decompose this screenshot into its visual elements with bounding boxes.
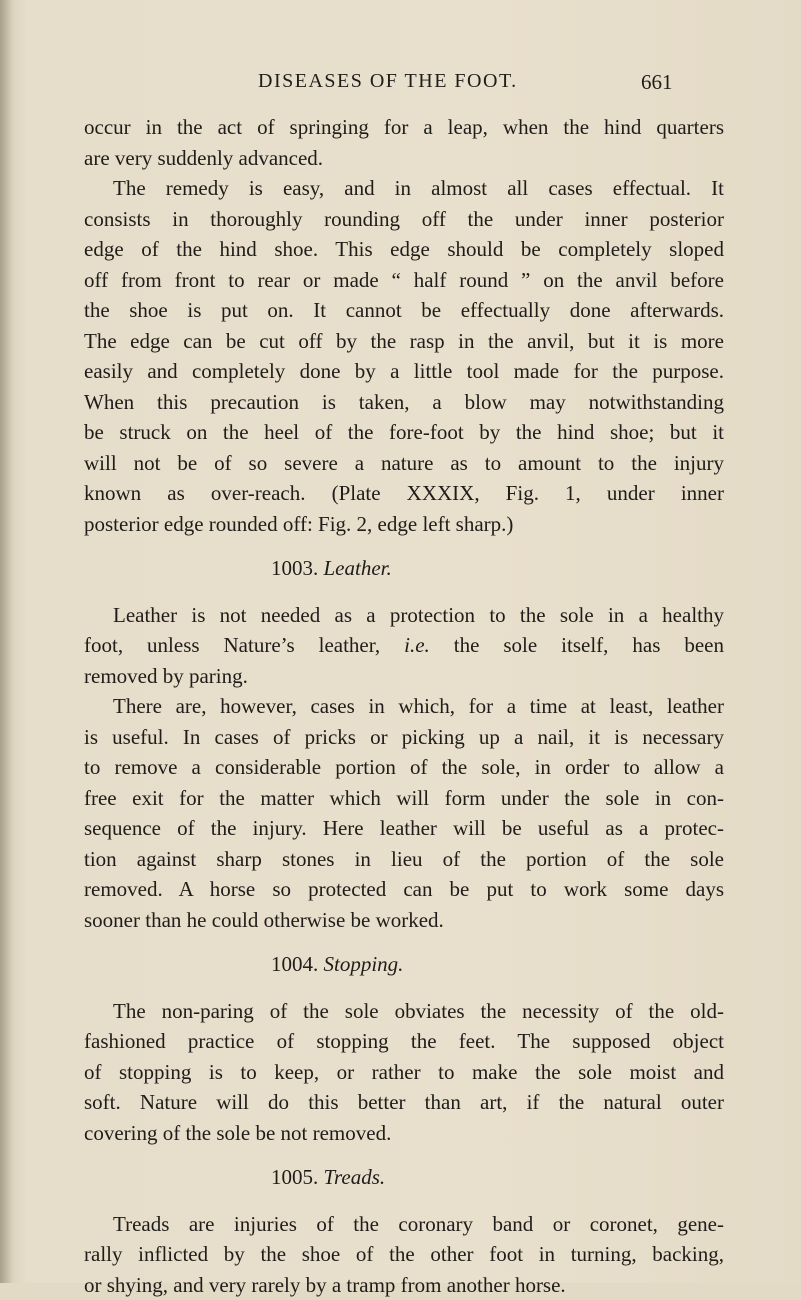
text-line: be struck on the heel of the fore-foot by the hind shoe; but it	[84, 417, 724, 448]
text-line: will not be of so severe a nature as to amount to the injury	[84, 448, 724, 479]
page-number: 661	[641, 70, 673, 95]
binding-gutter-shadow	[0, 0, 14, 1283]
text-line: covering of the sole be not removed.	[84, 1118, 724, 1149]
running-title: DISEASES OF THE FOOT.	[258, 70, 518, 93]
text-line: to remove a considerable portion of the sole, in order to allow a	[84, 752, 724, 783]
text-line: The non-paring of the sole obviates the necessity of the old-	[84, 996, 724, 1027]
running-head	[0, 70, 801, 100]
section-heading-1003	[84, 553, 724, 584]
text-line: off from front to rear or made “ half round ” on the anvil before	[84, 265, 724, 296]
text-line: soft. Nature will do this better than art, if the natural outer	[84, 1087, 724, 1118]
section-heading-1004	[84, 949, 724, 980]
text-line: fashioned practice of stopping the feet. The supposed object	[84, 1026, 724, 1057]
section-title: Leather.	[324, 556, 392, 580]
text-line: the shoe is put on. It cannot be effectually done afterwards.	[84, 295, 724, 326]
text-line	[84, 630, 724, 661]
text-line: There are, however, cases in which, for a time at least, leather	[84, 691, 724, 722]
section-title: Treads.	[324, 1165, 386, 1189]
text-line: posterior edge rounded off: Fig. 2, edge left sharp.)	[84, 509, 724, 540]
text-line: sequence of the injury. Here leather will be useful as a protec-	[84, 813, 724, 844]
text-line: free exit for the matter which will form under the sole in con-	[84, 783, 724, 814]
section-title: Stopping.	[324, 952, 404, 976]
text-line: are very suddenly advanced.	[84, 143, 724, 174]
text-line: of stopping is to keep, or rather to make the sole moist and	[84, 1057, 724, 1088]
text-line: The edge can be cut off by the rasp in the anvil, but it is more	[84, 326, 724, 357]
text-line: tion against sharp stones in lieu of the portion of the sole	[84, 844, 724, 875]
text-line: Treads are injuries of the coronary band or coronet, gene-	[84, 1209, 724, 1240]
text-line: easily and completely done by a little tool made for the purpose.	[84, 356, 724, 387]
text-line: consists in thoroughly rounding off the under inner posterior	[84, 204, 724, 235]
section-heading-1005	[84, 1162, 724, 1193]
text-line: occur in the act of springing for a leap, when the hind quarters	[84, 112, 724, 143]
text-line: rally inflicted by the shoe of the other foot in turning, backing,	[84, 1239, 724, 1270]
text-line: Leather is not needed as a protection to the sole in a healthy	[84, 600, 724, 631]
text-line: removed. A horse so protected can be put to work some days	[84, 874, 724, 905]
text-line: is useful. In cases of pricks or picking up a nail, it is necessary	[84, 722, 724, 753]
text-line: removed by paring.	[84, 661, 724, 692]
text-line: edge of the hind shoe. This edge should be completely sloped	[84, 234, 724, 265]
section-number: 1003.	[271, 556, 318, 580]
italic-abbreviation: i.e.	[404, 633, 430, 657]
text-line: The remedy is easy, and in almost all cases effectual. It	[84, 173, 724, 204]
text-line: or shying, and very rarely by a tramp from another horse.	[84, 1270, 724, 1300]
text-fragment: the sole itself, has been	[430, 633, 724, 657]
text-line: When this precaution is taken, a blow may notwithstanding	[84, 387, 724, 418]
section-number: 1004.	[271, 952, 318, 976]
section-number: 1005.	[271, 1165, 318, 1189]
text-line: sooner than he could otherwise be worked.	[84, 905, 724, 936]
text-fragment: foot, unless Nature’s leather,	[84, 633, 404, 657]
text-line: known as over-reach. (Plate XXXIX, Fig. 1, under inner	[84, 478, 724, 509]
body-text	[84, 112, 724, 1300]
